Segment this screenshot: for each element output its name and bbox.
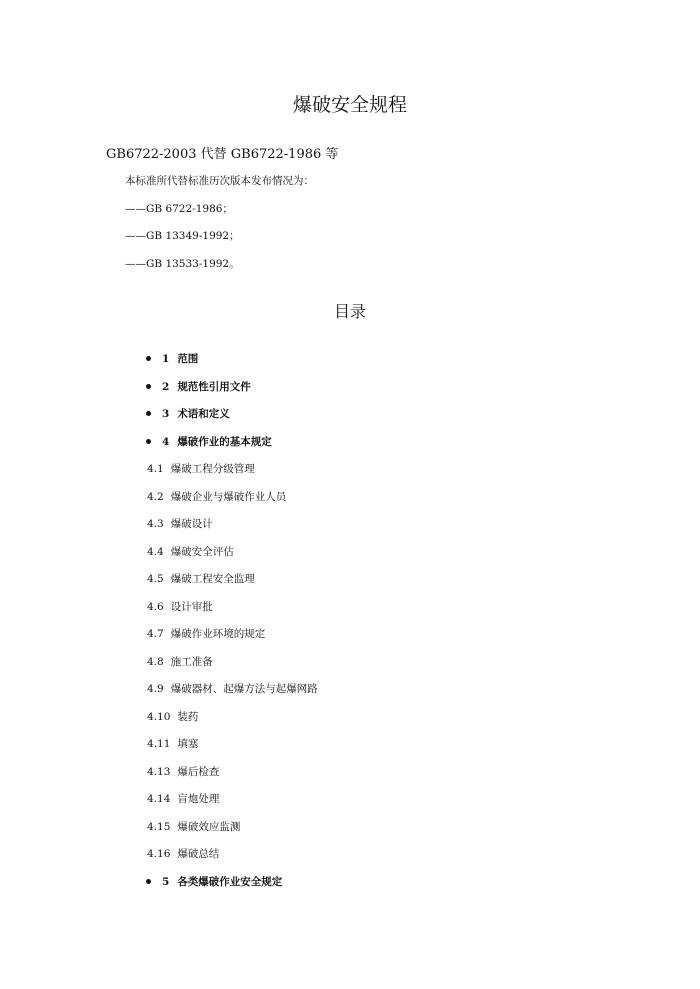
toc-item-label: 爆破效应监测: [177, 821, 241, 833]
standard-line: GB6722-2003 代替 GB6722-1986 等: [106, 147, 339, 162]
toc-item-number: 4.5: [147, 573, 164, 585]
toc-item-label: 施工准备: [170, 656, 213, 668]
toc-item-number: 4.16: [147, 848, 171, 860]
bullet-icon: [146, 384, 151, 389]
toc-item-number: 4.10: [147, 711, 171, 723]
toc-item-label: 盲炮处理: [177, 793, 220, 805]
toc-item-number: 4.4: [147, 546, 164, 558]
toc-item-label: 爆后检查: [177, 766, 220, 778]
toc-item-4-15[interactable]: [147, 819, 240, 834]
toc-item-number: 4.3: [147, 518, 164, 530]
toc-item-label: 爆破工程分级管理: [170, 463, 255, 475]
history-item: ——GB 13349-1992；: [125, 230, 240, 242]
toc-item-label: 爆破安全评估: [170, 546, 234, 558]
toc-item-4-14[interactable]: [147, 791, 219, 806]
toc-item-label: 爆破企业与爆破作业人员: [170, 491, 287, 503]
toc-item-label: 规范性引用文件: [177, 381, 251, 393]
toc-item-number: 4.14: [147, 793, 171, 805]
toc-item-4-6[interactable]: [147, 599, 213, 614]
toc-item-2[interactable]: [146, 379, 251, 394]
page-title: 爆破安全规程: [292, 94, 407, 116]
bullet-icon: [146, 439, 151, 444]
toc-item-4-9[interactable]: [147, 681, 318, 696]
toc-item-number: 4.7: [147, 628, 164, 640]
toc-title: 目录: [333, 302, 366, 321]
toc-item-number: 4.11: [147, 738, 171, 750]
toc-item-number: 3: [162, 408, 170, 420]
toc-item-label: 爆破作业的基本规定: [177, 436, 272, 448]
toc-item-number: 4.8: [147, 656, 164, 668]
toc-item-number: 4.13: [147, 766, 171, 778]
toc-item-5[interactable]: [146, 874, 282, 889]
toc-item-number: 4.2: [147, 491, 164, 503]
bullet-icon: [146, 879, 151, 884]
toc-item-4-8[interactable]: [147, 654, 213, 669]
toc-item-number: 4.6: [147, 601, 164, 613]
toc-item-4-5[interactable]: [147, 571, 255, 586]
bullet-icon: [146, 356, 151, 361]
toc-item-label: 爆破总结: [177, 848, 220, 860]
toc-item-3[interactable]: [146, 406, 230, 421]
toc-item-4-16[interactable]: [147, 846, 219, 861]
toc-item-label: 爆破作业环境的规定: [170, 628, 266, 640]
toc-item-4-3[interactable]: [147, 516, 213, 531]
toc-item-number: 4.15: [147, 821, 171, 833]
toc-item-label: 填塞: [177, 738, 199, 750]
toc-item-number: 2: [162, 381, 170, 393]
toc-item-4-11[interactable]: [147, 736, 198, 751]
toc-item-4-7[interactable]: [147, 626, 265, 641]
intro-text: 本标准所代替标准历次版本发布情况为：: [125, 175, 314, 187]
toc-item-number: 4: [162, 436, 170, 448]
toc-item-4-1[interactable]: [147, 461, 255, 476]
toc-item-4-10[interactable]: [147, 709, 198, 724]
toc-item-label: 术语和定义: [177, 408, 230, 420]
toc-item-4-13[interactable]: [147, 764, 219, 779]
toc-item-4[interactable]: [146, 434, 272, 449]
toc-item-label: 各类爆破作业安全规定: [177, 876, 283, 888]
toc-item-label: 爆破工程安全监理: [170, 573, 255, 585]
toc-item-4-4[interactable]: [147, 544, 234, 559]
toc-item-number: 5: [162, 876, 170, 888]
toc-item-label: 范围: [177, 353, 199, 365]
toc-item-label: 装药: [177, 711, 199, 723]
history-item: ——GB 13533-1992。: [125, 258, 240, 270]
bullet-icon: [146, 411, 151, 416]
toc-item-number: 1: [162, 353, 170, 365]
toc-item-4-2[interactable]: [147, 489, 286, 504]
toc-item-number: 4.9: [147, 683, 164, 695]
toc-item-number: 4.1: [147, 463, 164, 475]
history-item: ——GB 6722-1986；: [125, 203, 233, 215]
toc-item-label: 爆破设计: [170, 518, 213, 530]
toc-item-label: 爆破器材、起爆方法与起爆网路: [170, 683, 318, 695]
toc-item-1[interactable]: [146, 351, 198, 366]
toc-item-label: 设计审批: [170, 601, 213, 613]
